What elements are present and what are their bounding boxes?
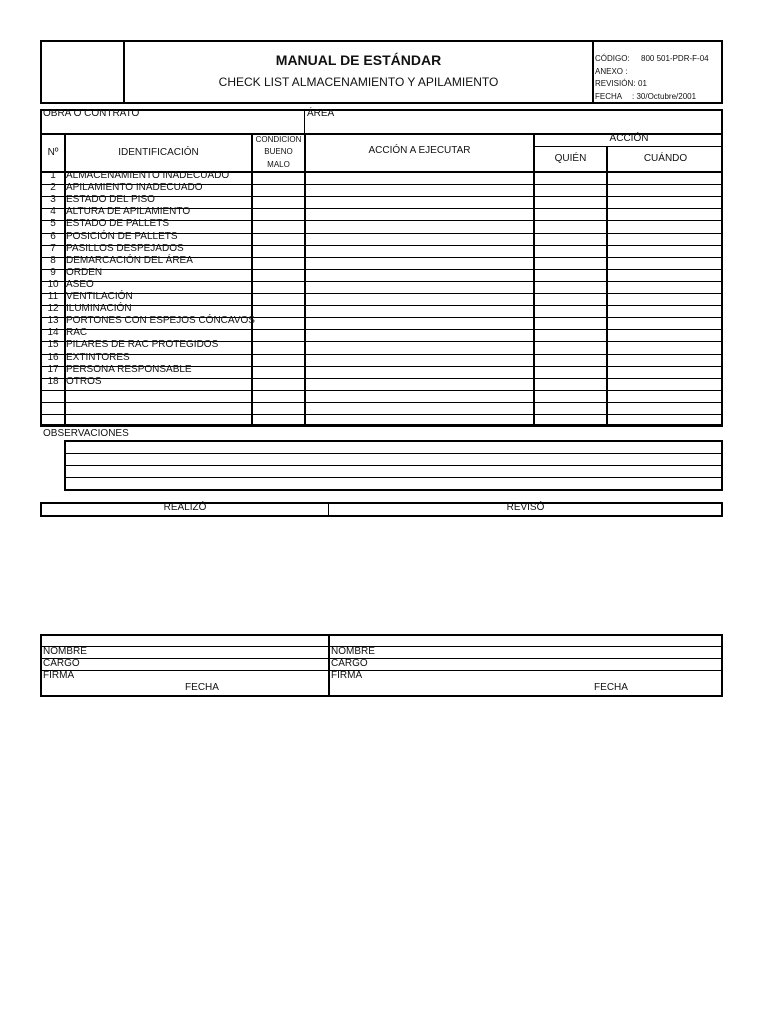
document-title: MANUAL DE ESTÁNDAR xyxy=(275,52,442,68)
row-label: RAC xyxy=(66,327,88,338)
col-divider-accion xyxy=(533,134,535,426)
col-header-quien: QUIÉN xyxy=(554,153,587,164)
codigo-value: 800 501-PDR-F-04 xyxy=(641,54,709,63)
obra-label: OBRA O CONTRATO xyxy=(43,108,140,119)
row-divider xyxy=(40,402,723,403)
row-divider xyxy=(40,414,723,415)
row-number: 13 xyxy=(47,315,59,326)
row-label: APILAMIENTO INADECUADO xyxy=(66,182,203,193)
row-number: 6 xyxy=(50,231,56,242)
col-divider-quien xyxy=(606,147,608,426)
observaciones-line-1 xyxy=(64,453,723,454)
realizo-firma-label: FIRMA xyxy=(43,670,75,681)
area-label: ÁREA xyxy=(307,108,335,119)
signature-line-2 xyxy=(40,658,723,659)
realizo-nombre-label: NOMBRE xyxy=(43,646,87,657)
signature-line-1 xyxy=(40,646,723,647)
row-label: ALTURA DE APILAMIENTO xyxy=(66,206,191,217)
revision-label: REVISIÓN: xyxy=(595,79,636,88)
row-divider xyxy=(40,390,723,391)
reviso-label: REVISÓ xyxy=(506,502,545,513)
row-number: 15 xyxy=(47,339,59,350)
row-label: OTROS xyxy=(66,376,102,387)
row-label: POSICIÓN DE PALLETS xyxy=(66,231,178,242)
reviso-nombre-label: NOMBRE xyxy=(331,646,375,657)
row-label: ESTADO DEL PISO xyxy=(66,194,155,205)
revision-value: 01 xyxy=(638,79,647,88)
row-divider xyxy=(40,281,723,282)
codigo-label: CÓDIGO: xyxy=(595,54,630,63)
row-divider xyxy=(40,293,723,294)
row-number: 3 xyxy=(50,194,56,205)
signature-line-3 xyxy=(40,670,723,671)
row-divider xyxy=(40,378,723,379)
row-divider xyxy=(40,426,723,427)
row-label: ALMACENAMIENTO INADECUADO xyxy=(66,170,230,181)
document-subtitle: CHECK LIST ALMACENAMIENTO Y APILAMIENTO xyxy=(218,75,499,89)
row-number: 11 xyxy=(47,291,59,302)
signoff-header-divider xyxy=(328,502,329,517)
reviso-firma-label: FIRMA xyxy=(331,670,363,681)
row-number: 16 xyxy=(47,352,59,363)
row-number: 14 xyxy=(47,327,59,338)
observaciones-line-3 xyxy=(64,477,723,478)
fecha-value: : 30/Octubre/2001 xyxy=(632,92,697,101)
row-number: 18 xyxy=(47,376,59,387)
row-number: 8 xyxy=(50,255,56,266)
row-number: 4 xyxy=(50,206,56,217)
observaciones-line-2 xyxy=(64,465,723,466)
row-number: 1 xyxy=(50,170,56,181)
row-label: EXTINTORES xyxy=(66,352,130,363)
col-header-cuando: CUÁNDO xyxy=(643,153,688,164)
row-divider xyxy=(40,354,723,355)
header-divider-right xyxy=(592,40,594,104)
col-header-identificacion: IDENTIFICACIÓN xyxy=(118,147,199,158)
row-label: DEMARCACIÓN DEL ÁREA xyxy=(66,255,193,266)
col-divider-id xyxy=(251,134,253,426)
row-label: PASILLOS DESPEJADOS xyxy=(66,243,184,254)
accion-subheader-line xyxy=(534,146,723,147)
realizo-label: REALIZÓ xyxy=(163,502,207,513)
realizo-fecha-label: FECHA xyxy=(185,682,219,693)
observaciones-label: OBSERVACIONES xyxy=(43,428,129,439)
row-label: PERSONA RESPONSABLE xyxy=(66,364,192,375)
col-header-malo: MALO xyxy=(267,160,290,169)
row-number: 5 xyxy=(50,218,56,229)
row-label: ORDEN xyxy=(66,267,103,278)
col-header-no: Nº xyxy=(47,147,59,158)
row-number: 17 xyxy=(47,364,59,375)
row-number: 2 xyxy=(50,182,56,193)
anexo-label: ANEXO : xyxy=(595,67,628,76)
row-number: 9 xyxy=(50,267,56,278)
row-label: ILUMINACIÓN xyxy=(66,303,132,314)
row-divider xyxy=(40,269,723,270)
row-label: PILARES DE RAC PROTEGIDOS xyxy=(66,339,219,350)
realizo-cargo-label: CARGO xyxy=(43,658,80,669)
obra-area-divider xyxy=(304,109,305,135)
row-divider xyxy=(40,329,723,330)
col-header-condicion: CONDICION xyxy=(255,135,302,144)
fecha-label: FECHA xyxy=(595,92,623,101)
reviso-cargo-label: CARGO xyxy=(331,658,368,669)
row-label: VENTILACIÓN xyxy=(66,291,133,302)
col-header-accion-ejecutar: ACCIÓN A EJECUTAR xyxy=(368,145,471,156)
reviso-fecha-label: FECHA xyxy=(594,682,628,693)
header-divider-left xyxy=(123,40,125,104)
col-divider-cond xyxy=(304,134,306,426)
col-header-bueno: BUENO xyxy=(264,147,293,156)
row-divider xyxy=(40,305,723,306)
row-label: ASEO xyxy=(66,279,94,290)
signature-divider xyxy=(328,634,330,697)
row-number: 12 xyxy=(47,303,59,314)
col-header-accion: ACCIÓN xyxy=(609,133,649,144)
row-label: ESTADO DE PALLETS xyxy=(66,218,169,229)
row-number: 7 xyxy=(50,243,56,254)
row-number: 10 xyxy=(47,279,59,290)
row-label: PORTONES CON ESPEJOS CÓNCAVOS xyxy=(66,315,255,326)
